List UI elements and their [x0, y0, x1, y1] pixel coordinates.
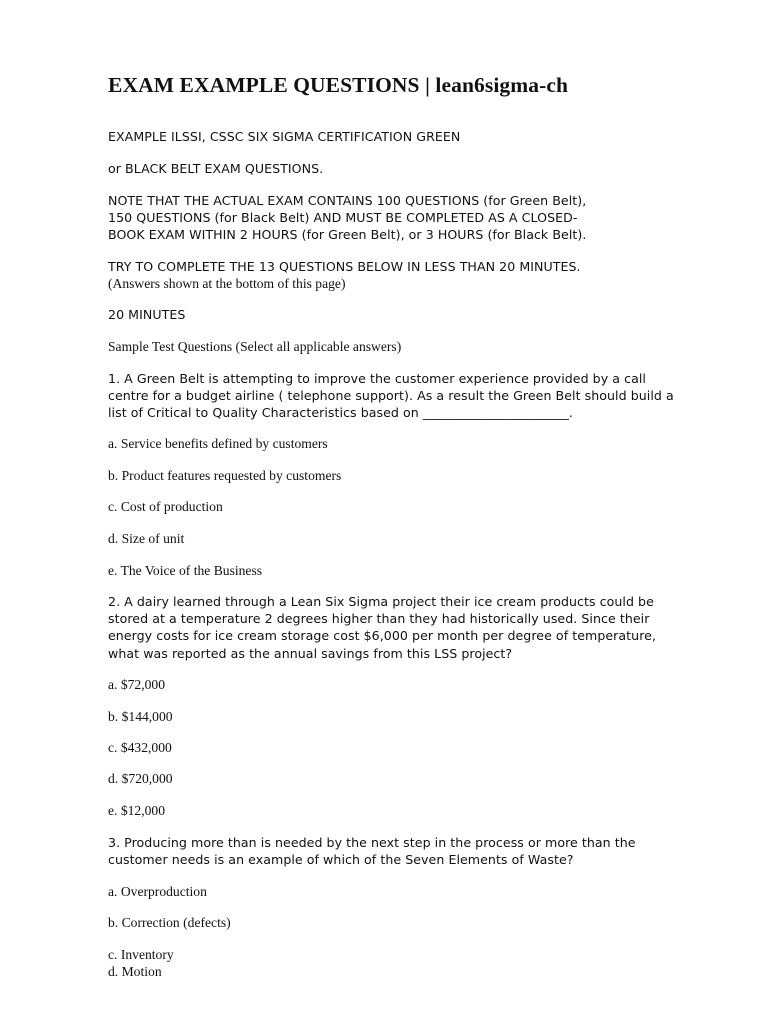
document-title: EXAM EXAMPLE QUESTIONS | lean6sigma-ch: [108, 73, 569, 97]
question-1-option-b: b. Product features requested by customers: [108, 468, 342, 483]
question-1-text: list of Critical to Quality Characteristics based on _______________________.: [108, 405, 573, 420]
question-3-text: customer needs is an example of which of the Seven Elements of Waste?: [108, 852, 574, 867]
question-1-option-d: d. Size of unit: [108, 531, 185, 546]
intro-line: EXAMPLE ILSSI, CSSC SIX SIGMA CERTIFICATION GREEN: [108, 129, 461, 144]
note-line: NOTE THAT THE ACTUAL EXAM CONTAINS 100 QUESTIONS (for Green Belt),: [108, 193, 587, 208]
question-1-option-a: a. Service benefits defined by customers: [108, 436, 328, 451]
note-line: BOOK EXAM WITHIN 2 HOURS (for Green Belt), or 3 HOURS (for Black Belt).: [108, 227, 587, 242]
question-2-option-b: b. $144,000: [108, 709, 173, 724]
question-2-option-e: e. $12,000: [108, 803, 166, 818]
question-3-text: 3. Producing more than is needed by the next step in the process or more than the: [108, 835, 636, 850]
question-1-text: centre for a budget airline ( telephone support). As a result the Green Belt should build a: [108, 388, 674, 403]
question-2-option-d: d. $720,000: [108, 771, 173, 786]
answers-note: (Answers shown at the bottom of this page): [108, 276, 346, 291]
question-1-option-e: e. The Voice of the Business: [108, 563, 263, 578]
instruction-line: TRY TO COMPLETE THE 13 QUESTIONS BELOW IN LESS THAN 20 MINUTES.: [108, 259, 581, 274]
question-2-option-a: a. $72,000: [108, 677, 166, 692]
question-2-text: what was reported as the annual savings from this LSS project?: [108, 646, 513, 661]
question-2-text: stored at a temperature 2 degrees higher than they had historically used. Since their: [108, 611, 650, 626]
question-1-option-c: c. Cost of production: [108, 499, 223, 514]
question-3-option-b: b. Correction (defects): [108, 915, 231, 930]
question-3-option-c: c. Inventory: [108, 947, 174, 962]
question-3-option-d: d. Motion: [108, 964, 162, 979]
question-2-option-c: c. $432,000: [108, 740, 172, 755]
note-line: 150 QUESTIONS (for Black Belt) AND MUST BE COMPLETED AS A CLOSED-: [108, 210, 578, 225]
section-heading: Sample Test Questions (Select all applicable answers): [108, 339, 402, 354]
intro-line: or BLACK BELT EXAM QUESTIONS.: [108, 161, 324, 176]
question-2-text: 2. A dairy learned through a Lean Six Sigma project their ice cream products could be: [108, 594, 654, 609]
time-limit: 20 MINUTES: [108, 307, 186, 322]
question-1-text: 1. A Green Belt is attempting to improve the customer experience provided by a call: [108, 371, 646, 386]
question-2-text: energy costs for ice cream storage cost $6,000 per month per degree of temperature,: [108, 628, 656, 643]
question-3-option-a: a. Overproduction: [108, 884, 207, 899]
